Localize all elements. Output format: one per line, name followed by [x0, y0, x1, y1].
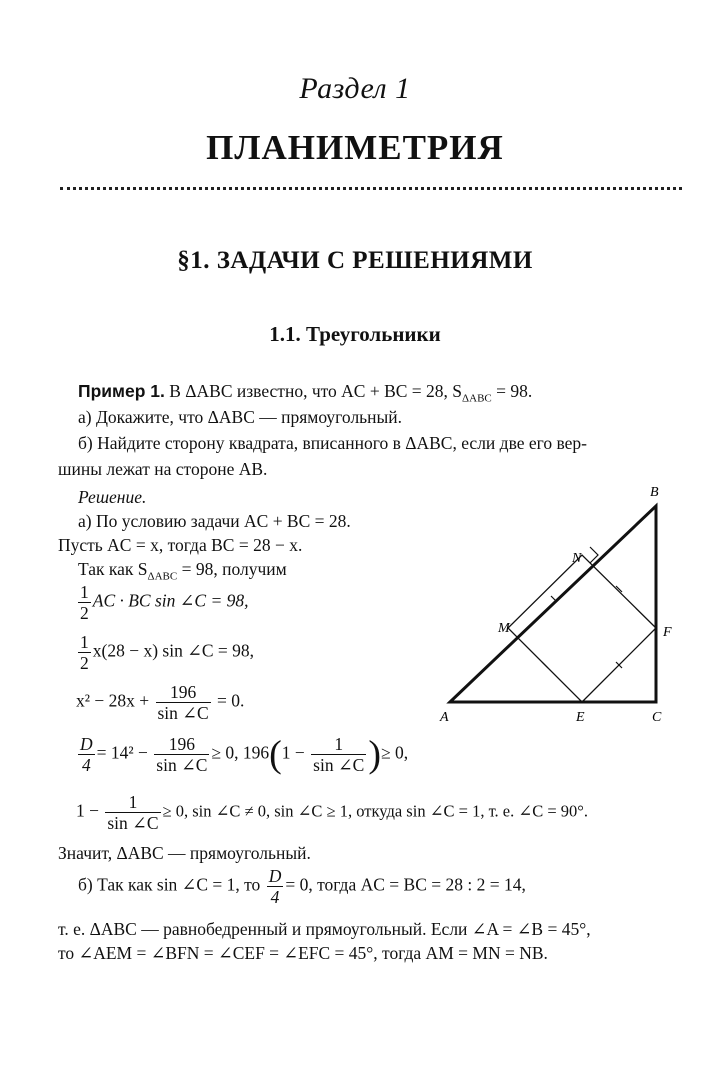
tick-mark [542, 662, 548, 668]
equation-3: x² − 28x + $\frac{196}{\sin \angle C}$ = 0. [76, 682, 245, 723]
subsection-title: 1.1. Треугольники [269, 322, 441, 346]
problem-part-b-line2: шины лежат на стороне AB. [58, 459, 268, 479]
label-e: E [576, 710, 585, 725]
fraction: $\frac{1}{2}$ [80, 582, 89, 623]
solution-heading: Решение. [78, 487, 147, 507]
solution-line-3: Так как $S_{\Delta ABC} = 98$, получим [78, 559, 287, 583]
fraction: $\frac{D}{4}$ [268, 866, 282, 907]
fraction: $\frac{1}{\sin \angle C}$ [107, 792, 159, 833]
dotted-divider [60, 187, 682, 190]
solution-line-1: а) По условию задачи AC + BC = 28. [78, 511, 351, 531]
equation-2: $\frac{1}{2}$ x(28 − x) sin ∠C = 98, [80, 632, 255, 673]
label-n: N [572, 551, 582, 566]
equation-4: $\frac{D}{4}$ = 14² − $\frac{196}{\sin \angle C}$ ≥ 0, 196(1 − $\frac{1}{\sin \angle C}$ )≥ 0, [80, 733, 409, 776]
equation-5: 1 − $\frac{1}{\sin \angle C}$ ≥ 0, sin ∠C ≠ 0, sin ∠C ≥ 1, откуда sin ∠C = 1, т. е. ∠C = 90°. [76, 792, 588, 833]
fraction: $\frac{196}{\sin \angle C}$ [157, 682, 209, 723]
solution-line-6: Значит, ΔABC — прямоугольный. [58, 843, 311, 863]
solution-line-7: б) Так как sin ∠C = 1, то $\frac{D}{4}$ = 0, тогда AC = BC = 28 : 2 = 14, [78, 866, 526, 907]
solution-line-2: Пусть AC = x, тогда BC = 28 − x. [58, 535, 303, 555]
fraction: $\frac{1}{2}$ [80, 632, 89, 673]
solution-line-9: то ∠AEM = ∠BFN = ∠CEF = ∠EFC = 45°, тогда AM = MN = NB. [58, 943, 548, 963]
label-a: A [440, 710, 449, 725]
fraction: $\frac{1}{\sin \angle C}$ [313, 734, 365, 775]
equation-1: $\frac{1}{2}$ AC · BC sin ∠C = 98, [80, 582, 249, 623]
section-title: Раздел 1 [299, 72, 411, 105]
problem-part-a: а) Докажите, что ΔABC — прямоугольный. [78, 407, 403, 427]
label-f: F [663, 625, 672, 640]
chapter-title: §1. ЗАДАЧИ С РЕШЕНИЯМИ [177, 247, 533, 274]
label-m: M [498, 621, 510, 636]
fraction: $\frac{D}{4}$ [80, 734, 93, 775]
problem-statement: Пример 1. В ΔABC известно, что AC + BC = 28, $S_{\Delta ABC} = 98$. [78, 381, 533, 405]
problem-part-b-line1: б) Найдите сторону квадрата, вписанного в ΔABC, если две его вер- [78, 433, 588, 453]
label-b: B [650, 485, 659, 500]
part-title: ПЛАНИМЕТРИЯ [206, 128, 504, 167]
label-c: C [652, 710, 662, 725]
fraction: $\frac{196}{\sin \angle C}$ [156, 734, 208, 775]
solution-line-8: т. е. ΔABC — равнобедренный и прямоугольный. Если ∠A = ∠B = 45°, [58, 919, 591, 939]
triangle-figure [430, 478, 700, 728]
example-label: Пример 1. [78, 381, 165, 401]
